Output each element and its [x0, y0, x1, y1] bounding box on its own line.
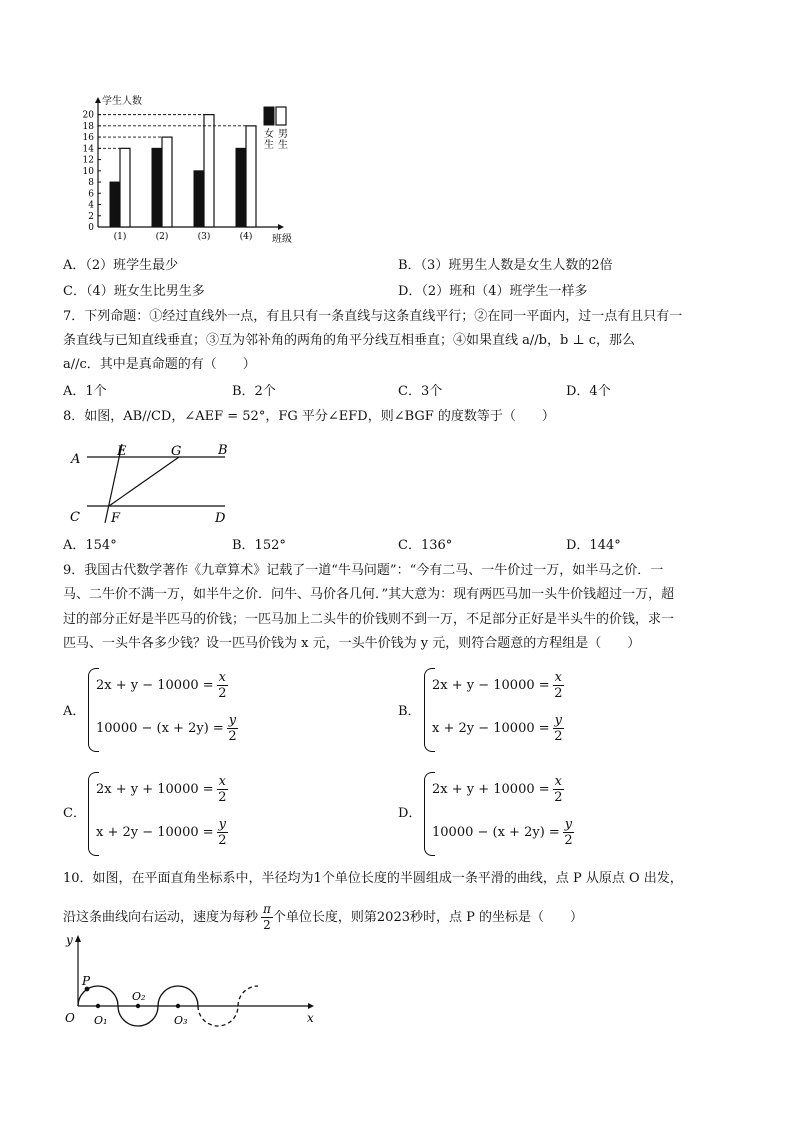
bar-male — [246, 126, 256, 227]
bar-male — [120, 148, 130, 227]
q9-line-2: 马、二牛价不满一万，如半牛之价．问牛、马价各几何．”其大意为：现有两匹马加一头牛价钱超过一万，超 — [63, 587, 675, 602]
y-axis-arrow — [75, 935, 81, 942]
q8-option-d: D．144° — [566, 538, 621, 553]
q9-option-d-eq1: 2x + y + 10000 = $\frac{x}{2}$ — [432, 774, 563, 805]
legend-female-label: 女 — [264, 129, 274, 140]
chart-y-arrow — [95, 97, 101, 103]
x-tick-label: (2) — [155, 232, 169, 242]
q9-line-4: 匹马、一头牛各多少钱？设一匹马价钱为 x 元，一头牛价钱为 y 元，则符合题意的方程组是（ ） — [63, 636, 641, 651]
bar-male — [162, 137, 172, 227]
legend-female-swatch — [264, 107, 274, 125]
legend-female-label: 生 — [264, 140, 274, 151]
label-g: G — [171, 444, 182, 459]
center-o3 — [176, 1004, 180, 1008]
q7-option-a: A．1个 — [63, 384, 107, 399]
q7-option-b: B．2个 — [232, 384, 276, 399]
label-x: x — [307, 1011, 314, 1025]
q6-option-c: C．（4）班女生比男生多 — [63, 284, 205, 299]
q6-option-d: D．（2）班和（4）班学生一样多 — [398, 284, 588, 299]
q6-option-a: A．（2）班学生最少 — [63, 258, 179, 273]
bar-female — [194, 171, 204, 227]
center-o2 — [136, 1004, 140, 1008]
q9-option-d-label: D． — [398, 806, 422, 821]
legend-male-swatch — [276, 107, 286, 125]
semicircle-5-partial — [238, 986, 258, 1006]
label-y: y — [66, 933, 73, 947]
y-tick-label: 16 — [82, 133, 94, 144]
label-o3: O₃ — [174, 1014, 188, 1027]
q9-option-b-eq1: 2x + y − 10000 = $\frac{x}{2}$ — [432, 670, 563, 701]
q7-option-d: D．4个 — [566, 384, 611, 399]
q9-line-3: 过的部分正好是半匹马的价钱；一匹马加上二头牛的价钱则不到一万，不足部分正好是半头牛的价钱，求一 — [63, 612, 675, 627]
q7-line-3: a//c．其中是真命题的有（ ） — [63, 357, 256, 372]
x-axis-arrow — [308, 1003, 314, 1009]
legend-male-label: 男 — [278, 129, 288, 140]
legend-male-label: 生 — [278, 140, 288, 151]
x-tick-label: (4) — [239, 232, 253, 242]
x-tick-label: (3) — [197, 232, 211, 242]
label-f: F — [111, 511, 121, 526]
q9-option-b-eq2: x + 2y − 10000 = $\frac{y}{2}$ — [432, 713, 563, 744]
q8-option-b: B．152° — [232, 538, 286, 553]
semicircle-2 — [118, 1006, 158, 1026]
q9-option-a-label: A． — [63, 704, 86, 719]
x-tick-label: (1) — [113, 232, 127, 242]
bar-male — [204, 115, 214, 227]
y-tick-label: 14 — [82, 144, 94, 155]
q7-line-1: 7．下列命题：①经过直线外一点，有且只有一条直线与这条直线平行；②在同一平面内，过一点有且只有一 — [63, 309, 683, 324]
y-tick-label: 18 — [82, 121, 94, 132]
semicircle-1 — [78, 986, 118, 1006]
semicircle-4 — [198, 1006, 238, 1026]
q6-option-b: B．（3）班男生人数是女生人数的2倍 — [398, 258, 613, 273]
label-d: D — [215, 511, 226, 526]
q7-line-2: 条直线与已知直线垂直；③互为邻补角的两角的角平分线互相垂直；④如果直线 a//b，b ⊥ c，那么 — [63, 333, 636, 348]
y-tick-label: 10 — [82, 166, 94, 177]
label-b: B — [218, 443, 228, 458]
q7-option-c: C．3个 — [398, 384, 443, 399]
q9-option-c-eq1: 2x + y + 10000 = $\frac{x}{2}$ — [96, 774, 227, 805]
q8-figure — [65, 437, 240, 529]
semicircle-3 — [158, 986, 198, 1006]
q10-line-2: 沿这条曲线向右运动，速度为每秒 $\frac{\pi}{2}$ 个单位长度，则第2023秒时，点 P 的坐标是（ ） — [63, 902, 584, 932]
chart-x-arrow — [278, 224, 284, 230]
q10-line-1: 10．如图，在平面直角坐标系中，半径均为1个单位长度的半圆组成一条平滑的曲线，点 P 从原点 O 出发， — [63, 871, 683, 886]
q9-option-a-eq2: 10000 − (x + 2y) = $\frac{y}{2}$ — [96, 713, 237, 744]
label-p: P — [82, 974, 91, 988]
q9-option-c-eq2: x + 2y − 10000 = $\frac{y}{2}$ — [96, 817, 227, 848]
y-tick-label: 4 — [88, 200, 94, 211]
label-e: E — [117, 444, 127, 459]
q9-option-d-eq2: 10000 − (x + 2y) = $\frac{y}{2}$ — [432, 817, 573, 848]
bar-female — [152, 148, 162, 227]
bar-female — [110, 182, 120, 227]
q9-option-c-label: C． — [63, 806, 86, 821]
label-a: A — [71, 452, 81, 467]
q9-line-1: 9．我国古代数学著作《九章算术》记载了一道“牛马问题”：“今有二马、一牛价过一万，如半马之价．一 — [63, 563, 664, 578]
q8-option-a: A．154° — [63, 538, 117, 553]
y-axis-label: 学生人数 — [102, 96, 142, 107]
y-tick-label: 0 — [88, 223, 94, 233]
y-tick-label: 8 — [88, 178, 94, 189]
q10-graph — [62, 930, 324, 1030]
q9-option-a-eq1: 2x + y − 10000 = $\frac{x}{2}$ — [96, 670, 227, 701]
y-tick-label: 12 — [82, 155, 94, 166]
label-o2: O₂ — [132, 990, 146, 1003]
q9-option-b-label: B． — [398, 704, 421, 719]
bar-female — [236, 148, 246, 227]
y-tick-label: 20 — [82, 110, 94, 121]
line-fg — [109, 457, 179, 506]
label-c: C — [70, 510, 80, 525]
label-o: O — [65, 1011, 75, 1025]
bar-chart — [70, 95, 310, 245]
q8-stem: 8．如图，AB//CD，∠AEF = 52°，FG 平分∠EFD，则∠BGF 的度数等于（ ） — [63, 409, 555, 424]
label-o1: O₁ — [94, 1014, 108, 1027]
q8-option-c: C．136° — [398, 538, 453, 553]
y-tick-label: 2 — [88, 211, 94, 222]
y-tick-label: 6 — [88, 189, 94, 200]
center-o1 — [96, 1004, 100, 1008]
x-axis-label: 班级 — [272, 234, 292, 245]
